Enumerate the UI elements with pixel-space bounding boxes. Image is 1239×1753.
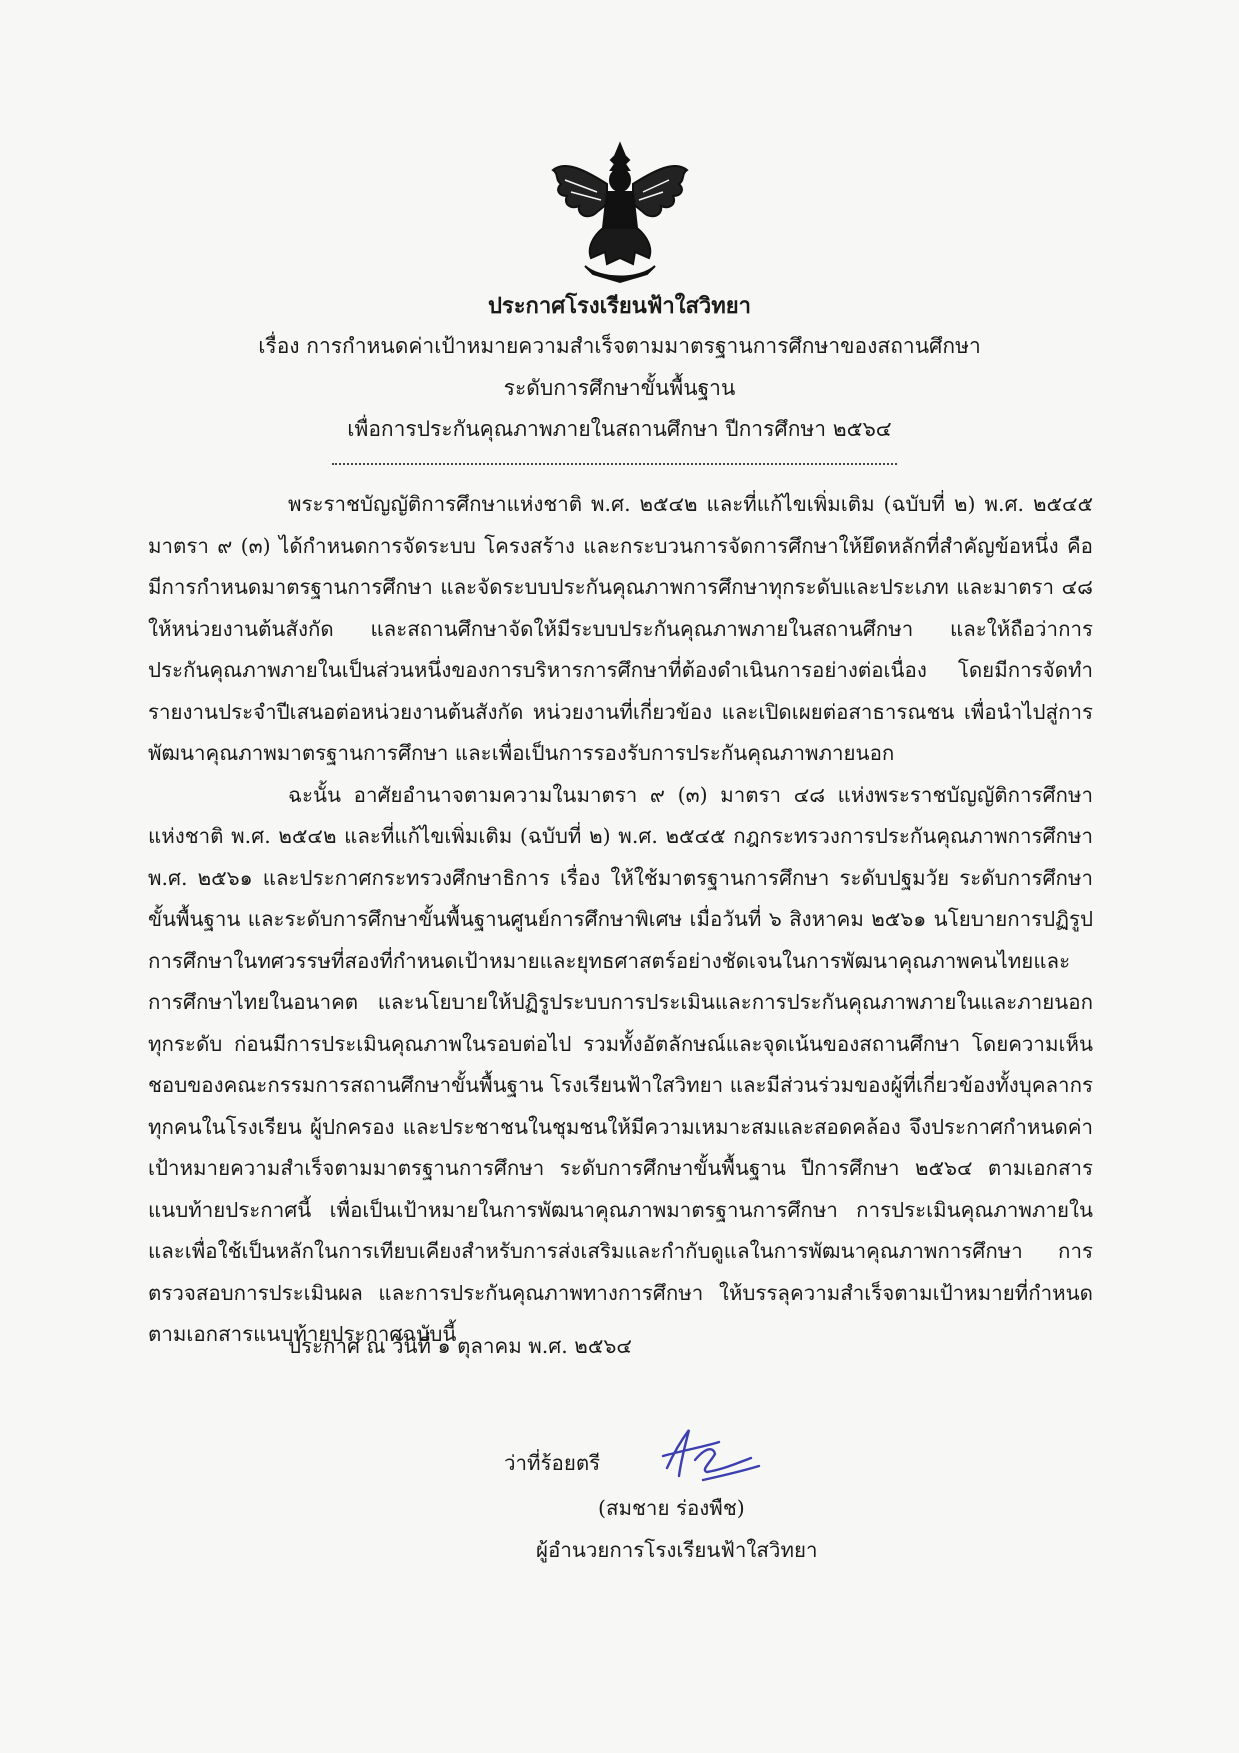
body-paragraph-1: พระราชบัญญัติการศึกษาแห่งชาติ พ.ศ. ๒๕๔๒ และที่แก้ไขเพิ่มเติม (ฉบับที่ ๒) พ.ศ. ๒๕๔๕ มาตรา ๙ (๓) ได้กำหนดการจัดระบบ โครงสร้าง และกระบวนการจัดการศึกษาให้ยึดหลักที่สำคัญข้อหนึ่ง คือ มีการกำหนดมาตรฐานการศึกษา และจัดระบบประกันคุณภาพการศึกษาทุกระดับและประเภท และมาตรา ๔๘ ให้หน่วยงานต้นสังกัด และสถานศึกษาจัดให้มีระบบประกันคุณภาพภายในสถานศึกษา และให้ถือว่าการประกันคุณภาพภายในเป็นส่วนหนึ่งของการบริหารการศึกษาที่ต้องดำเนินการอย่างต่อเนื่อง โดยมีการจัดทำรายงานประจำปีเสนอต่อหน่วยงานต้นสังกัด หน่วยงานที่เกี่ยวข้อง และเปิดเผยต่อสาธารณชน เพื่อนำไปสู่การพัฒนาคุณภาพมาตรฐานการศึกษา และเพื่อเป็นการรองรับการประกันคุณภาพภายนอก [148, 492, 1093, 765]
signer-rank: ว่าที่ร้อยตรี [504, 1451, 601, 1475]
announcement-date: ประกาศ ณ วันที่ ๑ ตุลาคม พ.ศ. ๒๕๖๔ [288, 1334, 632, 1358]
signature-mark [655, 1420, 765, 1490]
body-paragraph-2: ฉะนั้น อาศัยอำนาจตามความในมาตรา ๙ (๓) มาตรา ๔๘ แห่งพระราชบัญญัติการศึกษาแห่งชาติ พ.ศ. ๒๕๔๒ และที่แก้ไขเพิ่มเติม (ฉบับที่ ๒) พ.ศ. ๒๕๔๕ กฎกระทรวงการประกันคุณภาพการศึกษา พ.ศ. ๒๕๖๑ และประกาศกระทรวงศึกษาธิการ เรื่อง ให้ใช้มาตรฐานการศึกษา ระดับปฐมวัย ระดับการศึกษาขั้นพื้นฐาน และระดับการศึกษาขั้นพื้นฐานศูนย์การศึกษาพิเศษ เมื่อวันที่ ๖ สิงหาคม ๒๕๖๑ นโยบายการปฏิรูปการศึกษาในทศวรรษที่สองที่กำหนดเป้าหมายและยุทธศาสตร์อย่างชัดเจนในการพัฒนาคุณภาพคนไทยและการศึกษาไทยในอนาคต และนโยบายให้ปฏิรูประบบการประเมินและการประกันคุณภาพภายในและภายนอกทุกระดับ ก่อนมีการประเมินคุณภาพในรอบต่อไป รวมทั้งอัตลักษณ์และจุดเน้นของสถานศึกษา โดยความเห็นชอบของคณะกรรมการสถานศึกษาขั้นพื้นฐาน โรงเรียนฟ้าใสวิทยา และมีส่วนร่วมของผู้ที่เกี่ยวข้องทั้งบุคลากรทุกคนในโรงเรียน ผู้ปกครอง และประชาชนในชุมชนให้มีความเหมาะสมและสอดคล้อง จึงประกาศกำหนดค่าเป้าหมายความสำเร็จตามมาตรฐานการศึกษา ระดับการศึกษาขั้นพื้นฐาน ปีการศึกษา ๒๕๖๔ ตามเอกสารแนบท้ายประกาศนี้ เพื่อเป็นเป้าหมายในการพัฒนาคุณภาพมาตรฐานการศึกษา การประเมินคุณภาพภายในและเพื่อใช้เป็นหลักในการเทียบเคียงสำหรับการส่งเสริมและกำกับดูแลในการพัฒนาคุณภาพการศึกษา การตรวจสอบการประเมินผล และการประกันคุณภาพทางการศึกษา ให้บรรลุความสำเร็จตามเป้าหมายที่กำหนดตามเอกสารแนบท้ายประกาศฉบับนี้ [148, 782, 1093, 1346]
subject-line-3: เพื่อการประกันคุณภาพภายในสถานศึกษา ปีการศึกษา ๒๕๖๔ [347, 417, 892, 441]
subject-line-1: เรื่อง การกำหนดค่าเป้าหมายความสำเร็จตามมาตรฐานการศึกษาของสถานศึกษา [258, 334, 981, 358]
announcement-body [148, 484, 1093, 1356]
subject-line-2: ระดับการศึกษาขั้นพื้นฐาน [503, 376, 736, 400]
signer-position: ผู้อำนวยการโรงเรียนฟ้าใสวิทยา [536, 1538, 818, 1562]
announcement-title: ประกาศโรงเรียนฟ้าใสวิทยา [487, 293, 752, 319]
signer-name: (สมชาย ร่องพืช) [598, 1496, 745, 1520]
dotted-divider [332, 463, 897, 465]
garuda-emblem-icon [545, 140, 695, 285]
